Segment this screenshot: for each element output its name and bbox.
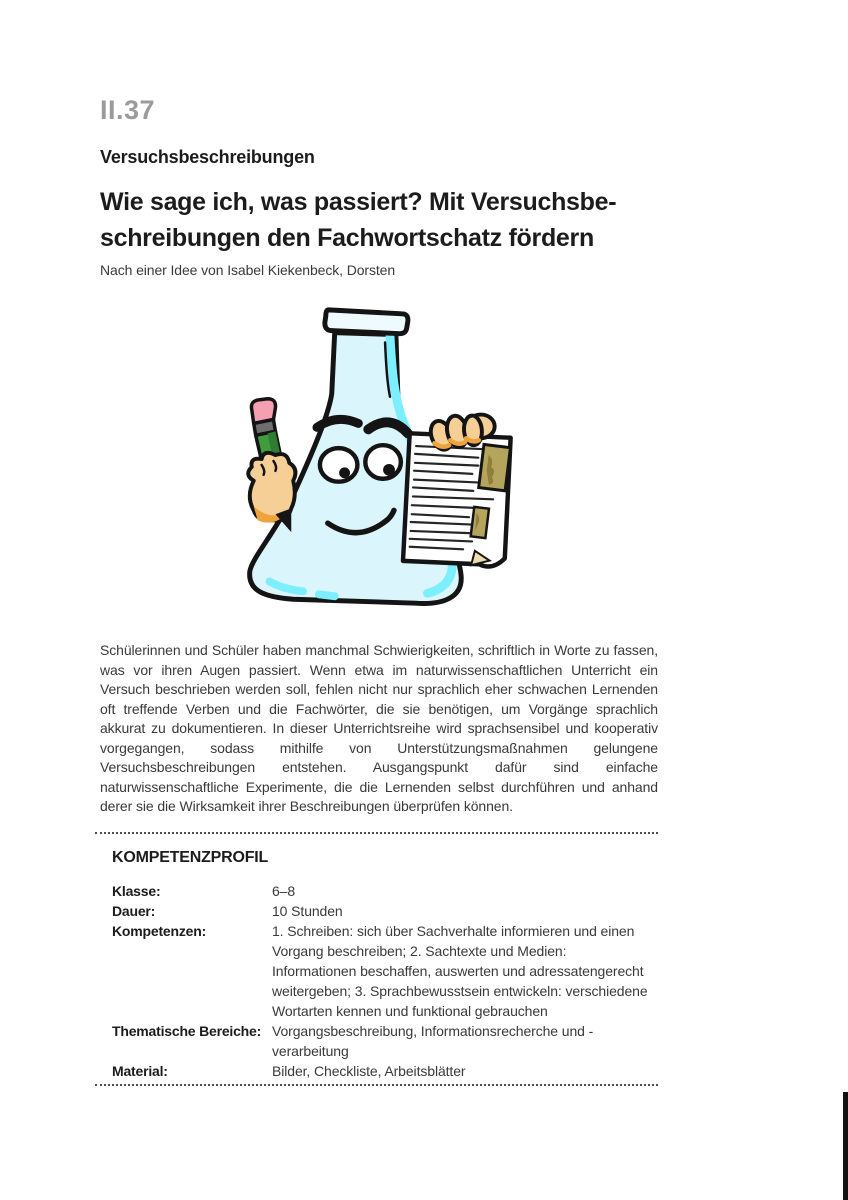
- flask-illustration: [232, 302, 548, 616]
- profile-row-label: Klasse:: [112, 883, 161, 899]
- right-pupil: [383, 464, 395, 476]
- profile-row-value: Bilder, Checkliste, Arbeitsblätter: [272, 1063, 466, 1079]
- profile-row-label: Kompetenzen:: [112, 923, 207, 939]
- profile-row: [112, 1061, 658, 1081]
- competence-profile-box: [95, 832, 658, 1086]
- profile-title: KOMPETENZPROFIL: [112, 849, 269, 866]
- intro-paragraph: Schülerinnen und Schüler haben manchmal Schwierigkeiten, schriftlich in Worte zu fassen, was vor ihren Augen passiert. Wenn etwa im naturwissenschaftlichen Unterricht ein Versuch beschrieben werden soll, fehlen nicht nur sprachlich eher schwachen Lernenden oft treffende Verben und die Fachwörter, die sie benötigen, um Vorgänge sprachlich akkurat zu dokumentieren. In dieser Unterrichtsreihe wird sprachsensibel und kooperativ vorgegangen, sodass mithilfe von Unterstützungsmaßnahmen gelungene Versuchsbeschreibungen entstehen. Ausgangspunkt dafür sind einfache naturwissenschaftliche Experimente, die die Lernenden selbst durchführen und anhand derer sie die Wirksamkeit ihrer Beschreibungen überprüfen können.: [100, 642, 658, 814]
- page-title-line-2: schreibungen den Fachwortschatz fördern: [100, 224, 594, 252]
- profile-row-label: Thematische Bereiche:: [112, 1023, 262, 1039]
- profile-row-value: 10 Stunden: [272, 903, 343, 919]
- profile-row: [112, 881, 658, 901]
- profile-row: [112, 901, 658, 921]
- page-title: [100, 184, 616, 256]
- left-pupil: [339, 467, 350, 478]
- profile-row-label: Dauer:: [112, 903, 156, 919]
- profile-row-value: 1. Schreiben: sich über Sachverhalte informieren und einen Vorgang beschreiben; 2. Sachtexte und Medien: Informationen beschaffen, auswerten und adressatengerecht weitergeben; 3. Sprachbewusstsein entwickeln: verschiedene Wortarten kennen und funktional gebrauchen: [272, 923, 648, 1019]
- profile-row-value: 6–8: [272, 883, 296, 899]
- series-title: Versuchsbeschreibungen: [100, 147, 315, 167]
- profile-row: [112, 1021, 658, 1061]
- byline: Nach einer Idee von Isabel Kiekenbeck, Dorsten: [100, 262, 396, 278]
- profile-row-value: Vorgangsbeschreibung, Informationsrecherche und -verarbeitung: [272, 1023, 594, 1059]
- profile-row: [112, 921, 658, 1021]
- profile-row-label: Material:: [112, 1063, 168, 1079]
- flask-character-illustration: [232, 302, 548, 616]
- page-title-line-1: Wie sage ich, was passiert? Mit Versuchsbe-: [100, 188, 617, 216]
- page-edge-marker: [843, 1092, 848, 1200]
- section-number: II.37: [100, 95, 156, 125]
- left-hand: [248, 453, 295, 532]
- profile-rows: [112, 881, 658, 1081]
